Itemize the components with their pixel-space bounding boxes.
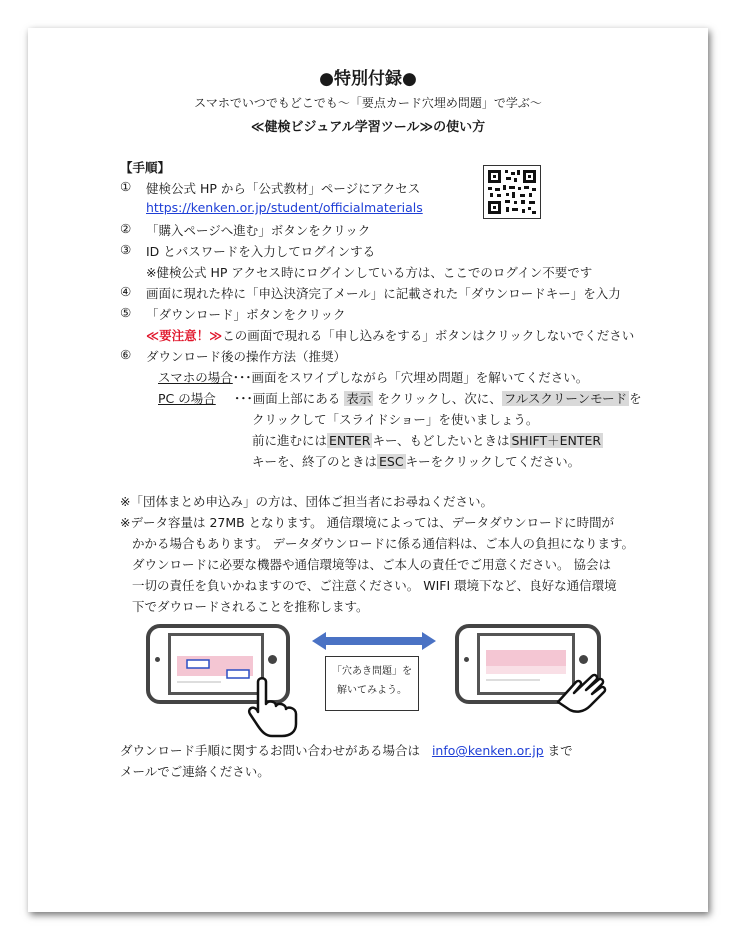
contact-email-link[interactable]: info@kenken.or.jp — [431, 743, 544, 758]
pc-line-4 — [252, 452, 580, 470]
step-1-text: 健検公式 HP から「公式教材」ページにアクセス — [146, 181, 421, 196]
qr-code-graphic — [484, 166, 540, 218]
shift-enter-key: SHIFT＋ENTER — [511, 433, 602, 448]
step-4-text: 画面に現れた枠に「申込決済完了メール」に記載された「ダウンロードキー」を入力 — [146, 286, 621, 301]
view-menu-key: 表示 — [346, 391, 372, 406]
smartphone-instructions — [158, 368, 588, 386]
pc-line-2: クリックして「スライドショー」を使いましょう。 — [252, 412, 539, 427]
subtitle: スマホでいつでもどこでも～「要点カード穴埋め問題」で学ぶ～ — [194, 96, 542, 110]
speech-box — [325, 656, 419, 711]
pc-text-2: をクリックし、次に、 — [377, 391, 502, 406]
contact-text-1: ダウンロード手順に関するお問い合わせがある場合は — [120, 743, 421, 758]
swipe-hand-icon — [552, 662, 612, 714]
camera-left — [155, 657, 160, 662]
esc-key: ESC — [379, 454, 404, 469]
warning-label: ≪要注意！≫ — [146, 328, 223, 343]
pc-text-4: 前に進むには — [252, 433, 328, 448]
step-6-text: ダウンロード後の操作方法（推奨） — [146, 349, 347, 364]
speech-line-1: 「穴あき問題」を — [332, 666, 412, 677]
warning-text: この画面で現れる「申し込みをする」ボタンはクリックしないでください — [222, 328, 635, 343]
step-5-text: 「ダウンロード」ボタンをクリック — [146, 307, 346, 322]
step-3-note: ※健検公式 HP アクセス時にログインしている方は、ここでのログイン不要です — [146, 265, 593, 280]
note-data-line-2: かかる場合もあります。 データダウンロードに係る通信料は、ご本人の負担になります。 — [132, 536, 634, 551]
step-5-warning — [146, 326, 634, 344]
procedure-heading: 【手順】 — [120, 160, 171, 175]
speech-line-2: 解いてみよう。 — [337, 685, 407, 696]
note-data-line-5: 下でダウロードされることを推称します。 — [132, 599, 369, 614]
contact-line-1 — [120, 741, 573, 759]
step-3-number: ③ — [120, 242, 132, 257]
contact-line-2: メールでご連絡ください。 — [120, 764, 270, 779]
pc-line-1 — [234, 389, 642, 407]
pc-text-1: 画面上部にある — [252, 391, 341, 406]
step-2-text: 「購入ページへ進む」ボタンをクリック — [146, 223, 371, 238]
camera-right — [464, 657, 469, 662]
pc-label: PC の場合 — [158, 391, 216, 406]
document-page — [28, 28, 708, 912]
pc-text-3: を — [629, 391, 642, 406]
subtitle-tool-name: ≪健検ビジュアル学習ツール≫の使い方 — [250, 120, 486, 135]
note-data-line-4: 一切の責任を負いかねますので、ご注意ください。 WIFI 環境下など、良好な通信環境 — [132, 578, 617, 593]
step-2-number: ② — [120, 221, 132, 236]
step-4-number: ④ — [120, 284, 132, 299]
smartphone-dots: ･･･ — [232, 370, 252, 385]
pc-text-5: キー、もどしたいときは — [372, 433, 510, 448]
double-arrow-icon — [310, 631, 438, 651]
step-1-number: ① — [120, 179, 132, 194]
step-6-number: ⑥ — [120, 347, 132, 362]
contact-text-2: まで — [547, 743, 573, 758]
note-data-line-3: ダウンロードに必要な機器や通信環境等は、ご本人の責任でご用意ください。 協会は — [132, 557, 611, 572]
pc-text-6: キーを、終了のときは — [252, 454, 378, 469]
enter-key: ENTER — [329, 433, 371, 448]
pc-line-3 — [252, 431, 603, 449]
pc-label-row — [158, 389, 216, 407]
smartphone-text: 画面をスワイプしながら「穴埋め問題」を解いてください。 — [251, 370, 589, 385]
pc-dots: ･･･ — [234, 391, 253, 406]
home-button-left — [268, 655, 277, 664]
step-3-text: ID とパスワードを入力してログインする — [146, 244, 376, 259]
page-title: ●特別付録● — [319, 69, 417, 89]
smartphone-label: スマホの場合 — [158, 370, 233, 385]
hand-pointer-icon — [246, 676, 302, 738]
qr-code — [483, 165, 541, 219]
note-data-line-1: ※データ容量は 27MB となります。 通信環境によっては、データダウンロードに時間が — [120, 515, 615, 530]
step-5-number: ⑤ — [120, 305, 132, 320]
fullscreen-mode-key: フルスクリーンモード — [503, 391, 628, 406]
note-group-application: ※「団体まとめ申込み」の方は、団体ご担当者にお尋ねください。 — [120, 494, 493, 509]
pc-text-7: キーをクリックしてください。 — [405, 454, 581, 469]
official-materials-link[interactable]: https://kenken.or.jp/student/officialmaterials — [146, 200, 423, 215]
